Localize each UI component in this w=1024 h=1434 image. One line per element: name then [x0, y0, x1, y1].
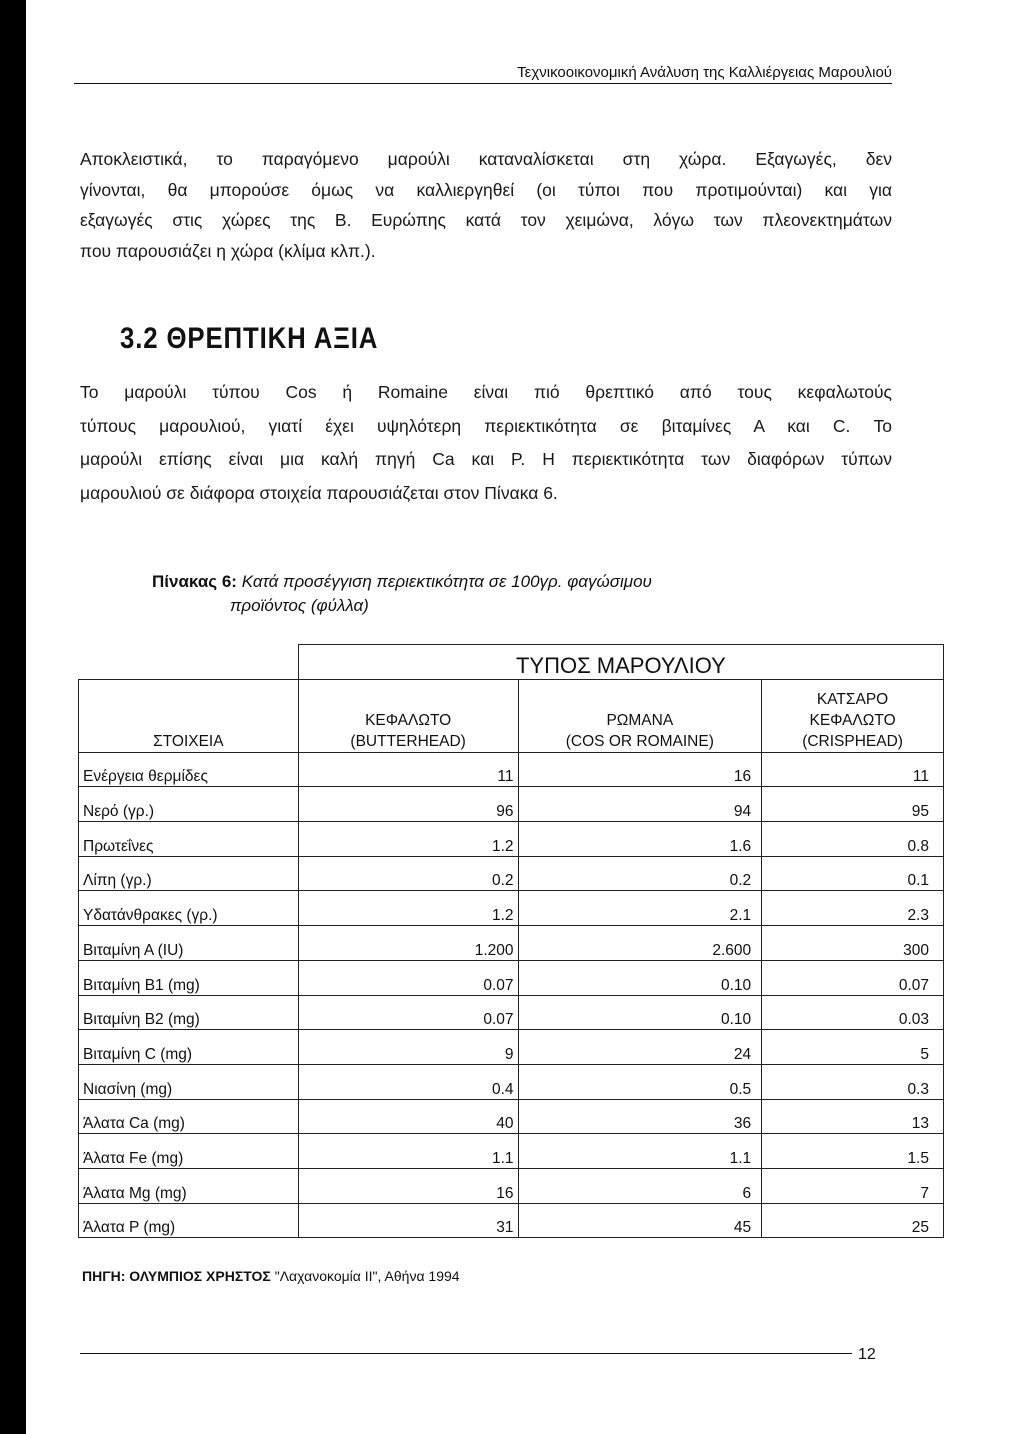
value-cell: 0.07 [298, 995, 518, 1030]
footer-rule [80, 1353, 852, 1354]
value-cell: 0.4 [298, 1064, 518, 1099]
value-cell: 25 [762, 1203, 944, 1238]
value-cell: 95 [762, 787, 944, 822]
row-label: Βιταμίνη C (mg) [79, 1030, 299, 1065]
value-cell: 0.1 [762, 856, 944, 891]
value-cell: 9 [298, 1030, 518, 1065]
value-cell: 0.10 [518, 960, 762, 995]
value-cell: 94 [518, 787, 762, 822]
value-cell: 0.07 [762, 960, 944, 995]
table-row [79, 1099, 944, 1134]
paragraph-line: τύπους μαρουλιού, γιατί έχει υψηλότερη περιεκτικότητα σε βιταμίνες Α και C. Το [80, 415, 892, 436]
value-cell: 0.10 [518, 995, 762, 1030]
value-cell: 1.6 [518, 822, 762, 857]
value-cell: 16 [518, 752, 762, 787]
column-header [762, 679, 944, 752]
nutrition-table [78, 644, 944, 1238]
intro-paragraph [80, 144, 892, 266]
value-cell: 7 [762, 1168, 944, 1203]
table-row [79, 787, 944, 822]
table-caption [152, 570, 652, 618]
value-cell: 1.200 [298, 926, 518, 961]
value-cell: 0.07 [298, 960, 518, 995]
value-cell: 24 [518, 1030, 762, 1065]
column-header [298, 679, 518, 752]
value-cell: 2.1 [518, 891, 762, 926]
table-row [79, 856, 944, 891]
column-header-line: ΚΕΦΑΛΩΤΟ [365, 711, 452, 729]
column-header-line: ΚΑΤΣΑΡΟ [816, 690, 889, 708]
column-header [518, 679, 762, 752]
value-cell: 36 [518, 1099, 762, 1134]
value-cell: 0.2 [518, 856, 762, 891]
value-cell: 5 [762, 1030, 944, 1065]
table-row [79, 891, 944, 926]
row-label: Άλατα P (mg) [79, 1203, 299, 1238]
paragraph-line: μαρουλιού σε διάφορα στοιχεία παρουσιάζεται στον Πίνακα 6. [80, 482, 558, 503]
table-row [79, 995, 944, 1030]
row-label: Υδατάνθρακες (γρ.) [79, 891, 299, 926]
row-label: Ενέργεια θερμίδες [79, 752, 299, 787]
section-title: 3.2 ΘΡΕΠΤΙΚΗ ΑΞΙΑ [120, 322, 379, 355]
value-cell: 0.8 [762, 822, 944, 857]
table-row [79, 1134, 944, 1169]
body-paragraph [80, 376, 892, 510]
value-cell: 16 [298, 1168, 518, 1203]
value-cell: 2.600 [518, 926, 762, 961]
row-label: Άλατα Ca (mg) [79, 1099, 299, 1134]
paragraph-line: εξαγωγές στις χώρες της Β. Ευρώπης κατά τον χειμώνα, λόγω των πλεονεκτημάτων [80, 210, 892, 230]
paragraph-line: μαρούλι επίσης είναι μια καλή πηγή Ca και P. Η περιεκτικότητα των διαφόρων τύπων [80, 449, 892, 469]
column-header-line: (CRISPHEAD) [802, 732, 903, 750]
value-cell: 13 [762, 1099, 944, 1134]
value-cell: 31 [298, 1203, 518, 1238]
column-header-line: (BUTTERHEAD) [350, 732, 466, 750]
scan-edge-rule [0, 510, 2, 650]
group-header: ΤΥΠΟΣ ΜΑΡΟΥΛΙΟΥ [298, 645, 943, 680]
table-row [79, 926, 944, 961]
table-row [79, 1064, 944, 1099]
value-cell: 11 [762, 752, 944, 787]
source-reference: "Λαχανοκομία ΙΙ", Αθήνα 1994 [274, 1268, 460, 1284]
row-label: Βιταμίνη Α (IU) [79, 926, 299, 961]
value-cell: 0.5 [518, 1064, 762, 1099]
table-row [79, 1030, 944, 1065]
table-row [79, 1168, 944, 1203]
column-header-line: (COS OR ROMAINE) [565, 732, 714, 750]
document-page [26, 0, 1024, 1434]
paragraph-line: Αποκλειστικά, το παραγόμενο μαρούλι καταναλίσκεται στη χώρα. Εξαγωγές, δεν [80, 149, 892, 169]
paragraph-line: Το μαρούλι τύπου Cos ή Romaine είναι πιό θρεπτικό από τους κεφαλωτούς [80, 382, 892, 402]
table-row [79, 822, 944, 857]
value-cell: 300 [762, 926, 944, 961]
row-header: ΣΤΟΙΧΕΙΑ [79, 679, 299, 752]
source-label: ΠΗΓΗ: ΟΛΥΜΠΙΟΣ ΧΡΗΣΤΟΣ [82, 1268, 271, 1284]
paragraph-line: που παρουσιάζει η χώρα (κλίμα κλπ.). [80, 240, 376, 261]
value-cell: 1.5 [762, 1134, 944, 1169]
value-cell: 1.1 [298, 1134, 518, 1169]
row-label: Νιασίνη (mg) [79, 1064, 299, 1099]
column-header-line: ΚΕΦΑΛΩΤΟ [809, 711, 896, 729]
value-cell: 6 [518, 1168, 762, 1203]
value-cell: 0.3 [762, 1064, 944, 1099]
table-corner [79, 645, 299, 680]
source-note [82, 1268, 460, 1284]
paragraph-line: γίνονται, θα μπορούσε όμως να καλλιεργηθεί (οι τύποι που προτιμούνται) και για [80, 179, 892, 200]
row-label: Άλατα Mg (mg) [79, 1168, 299, 1203]
value-cell: 1.2 [298, 822, 518, 857]
value-cell: 45 [518, 1203, 762, 1238]
value-cell: 0.2 [298, 856, 518, 891]
row-label: Βιταμίνη Β2 (mg) [79, 995, 299, 1030]
value-cell: 96 [298, 787, 518, 822]
value-cell: 40 [298, 1099, 518, 1134]
row-label: Νερό (γρ.) [79, 787, 299, 822]
caption-label: Πίνακας 6: [152, 572, 237, 591]
table-row [79, 1203, 944, 1238]
column-header-line: ΡΩΜΑΝΑ [606, 711, 674, 729]
value-cell: 11 [298, 752, 518, 787]
row-label: Πρωτεΐνες [79, 822, 299, 857]
page-number: 12 [858, 1346, 876, 1363]
caption-text: Κατά προσέγγιση περιεκτικότητα σε 100γρ. φαγώσιμου [241, 572, 652, 591]
table-row [79, 960, 944, 995]
table-row [79, 752, 944, 787]
running-header: Τεχνικοοικονομική Ανάλυση της Καλλιέργειας Μαρουλιού [74, 64, 892, 84]
value-cell: 2.3 [762, 891, 944, 926]
row-label: Βιταμίνη Β1 (mg) [79, 960, 299, 995]
row-label: Άλατα Fe (mg) [79, 1134, 299, 1169]
row-label: Λίπη (γρ.) [79, 856, 299, 891]
value-cell: 1.2 [298, 891, 518, 926]
value-cell: 0.03 [762, 995, 944, 1030]
caption-text-line2: προϊόντος (φύλλα) [230, 596, 369, 615]
value-cell: 1.1 [518, 1134, 762, 1169]
